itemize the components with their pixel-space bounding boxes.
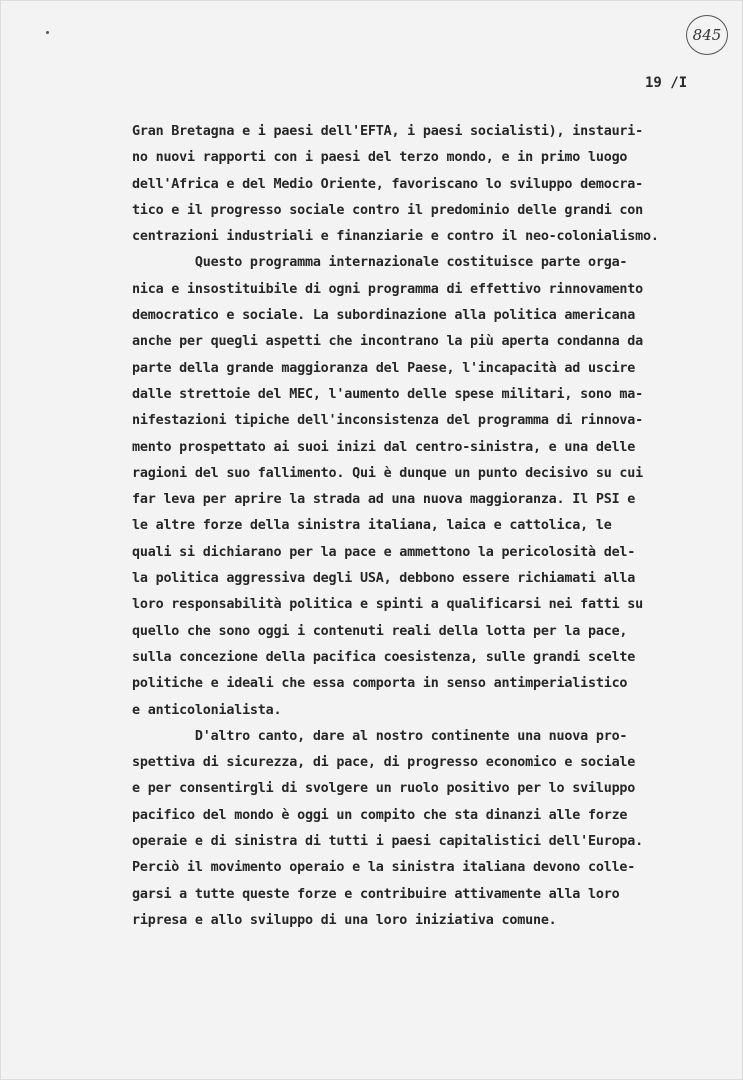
text-line: le altre forze della sinistra italiana, laica e cattolica, le	[132, 518, 612, 534]
text-line: dalle strettoie del MEC, l'aumento delle spese militari, sono ma-	[132, 386, 644, 402]
text-line: Perciò il movimento operaio e la sinistra italiana devono colle-	[132, 860, 636, 876]
text-line: tico e il progresso sociale contro il predominio delle grandi con	[132, 202, 644, 218]
text-line: democratico e sociale. La subordinazione alla politica americana	[132, 308, 636, 324]
text-line: garsi a tutte queste forze e contribuire attivamente alla loro	[132, 886, 620, 902]
text-line: spettiva di sicurezza, di pace, di progresso economico e sociale	[132, 755, 636, 771]
page-number: 19 /I	[645, 75, 688, 91]
text-line: nifestazioni tipiche dell'inconsistenza del programma di rinnova-	[132, 413, 644, 429]
archive-stamp: 845	[686, 15, 728, 55]
text-line: far leva per aprire la strada ad una nuova maggioranza. Il PSI e	[132, 492, 636, 508]
text-line: parte della grande maggioranza del Paese, l'incapacità ad uscire	[132, 360, 636, 376]
text-line: centrazioni industriali e finanziarie e contro il neo-colonialismo.	[132, 229, 659, 245]
text-line: loro responsabilità politica e spinti a qualificarsi nei fatti su	[132, 597, 644, 613]
text-line: quali si dichiarano per la pace e ammettono la pericolosità del-	[132, 544, 636, 560]
text-line: la politica aggressiva degli USA, debbono essere richiamati alla	[132, 571, 636, 587]
text-line: dell'Africa e del Medio Oriente, favoriscano lo sviluppo democra-	[132, 176, 644, 192]
text-line: quello che sono oggi i contenuti reali della lotta per la pace,	[132, 623, 628, 639]
text-line: Gran Bretagna e i paesi dell'EFTA, i paesi socialisti), instauri-	[132, 124, 644, 139]
text-line: pacifico del mondo è oggi un compito che sta dinanzi alle forze	[132, 807, 628, 823]
text-line: no nuovi rapporti con i paesi del terzo mondo, e in primo luogo	[132, 150, 628, 166]
margin-dot	[46, 31, 49, 34]
body-text	[132, 119, 712, 934]
text-line: e per consentirgli di svolgere un ruolo positivo per lo sviluppo	[132, 781, 636, 797]
text-line: e anticolonialista.	[132, 702, 282, 718]
text-line: sulla concezione della pacifica coesistenza, sulle grandi scelte	[132, 649, 636, 665]
text-line: anche per quegli aspetti che incontrano la più aperta condanna da	[132, 334, 644, 350]
text-line: politiche e ideali che essa comporta in senso antimperialistico	[132, 676, 628, 692]
text-line: nica e insostituibile di ogni programma di effettivo rinnovamento	[132, 281, 644, 297]
text-line: Questo programma internazionale costituisce parte orga-	[132, 255, 628, 271]
text-line: D'altro canto, dare al nostro continente una nuova pro-	[132, 728, 628, 744]
text-line: ripresa e allo sviluppo di una loro iniziativa comune.	[132, 912, 557, 928]
text-line: mento prospettato ai suoi inizi dal centro-sinistra, e una delle	[132, 439, 636, 455]
text-line: operaie e di sinistra di tutti i paesi capitalistici dell'Europa.	[132, 834, 644, 850]
text-line: ragioni del suo fallimento. Qui è dunque un punto decisivo su cui	[132, 465, 644, 481]
